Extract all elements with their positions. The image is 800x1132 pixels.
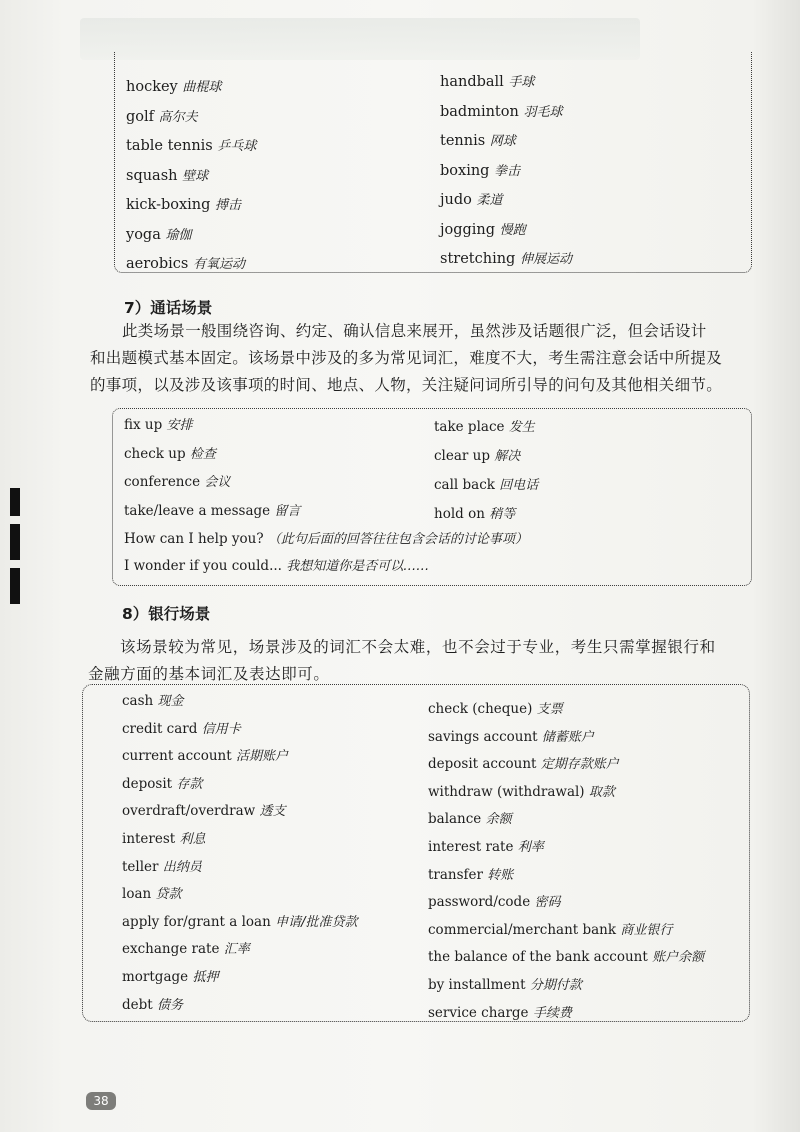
vocab-english: current account — [122, 748, 232, 765]
vocab-english: service charge — [428, 1004, 529, 1021]
vocab-english: savings account — [428, 728, 538, 745]
vocab-item — [428, 948, 704, 967]
vocab-english: I wonder if you could... — [124, 558, 282, 574]
vocab-chinese: 透支 — [259, 804, 286, 820]
vocab-english: overdraft/overdraw — [122, 803, 256, 820]
vocab-chinese: 存款 — [176, 776, 203, 792]
vocab-english: exchange rate — [122, 941, 220, 958]
page-number: 38 — [86, 1092, 116, 1110]
vocab-item — [440, 191, 502, 210]
vocab-chinese: 债务 — [157, 997, 184, 1013]
vocab-chinese: （此句后面的回答往往包含会话的讨论事项） — [267, 532, 528, 547]
vocab-english: check up — [124, 445, 186, 462]
vocab-english: hockey — [126, 79, 178, 95]
vocab-english: stretching — [440, 251, 516, 267]
vocab-english: take place — [434, 419, 505, 435]
vocab-english: squash — [126, 167, 178, 184]
vocab-item — [428, 810, 512, 829]
vocab-item — [440, 103, 562, 122]
vocab-chinese: 手续费 — [532, 1005, 572, 1021]
vocab-item — [122, 830, 206, 849]
vocab-chinese: 慢跑 — [499, 222, 526, 238]
vocab-chinese: 拳击 — [494, 163, 521, 179]
vocab-chinese: 分期付款 — [529, 978, 582, 993]
vocab-item — [122, 858, 202, 877]
vocab-chinese: 柔道 — [476, 193, 503, 208]
vocab-item — [440, 73, 534, 92]
vocab-item — [440, 132, 516, 151]
section-8-line: 金融方面的基本词汇及表达即可。 — [88, 665, 330, 683]
vocab-chinese: 现金 — [157, 694, 184, 709]
vocab-english: debt — [122, 996, 153, 1013]
vocab-english: tennis — [440, 133, 486, 149]
vocab-english: How can I help you? — [124, 531, 264, 547]
vocab-chinese: 壁球 — [182, 168, 209, 184]
vocab-item — [434, 505, 515, 524]
vocab-chinese: 发生 — [508, 420, 535, 435]
vocab-chinese: 留言 — [274, 503, 301, 519]
vocab-item — [428, 1004, 572, 1023]
vocab-english: take/leave a message — [124, 502, 271, 519]
vocab-english: yoga — [126, 226, 161, 243]
vocab-chinese: 手球 — [508, 75, 535, 90]
vocab-english: mortgage — [122, 969, 189, 985]
vocab-chinese: 取款 — [588, 784, 615, 800]
vocab-item — [124, 416, 193, 435]
vocab-chinese: 安排 — [166, 418, 193, 433]
vocab-chinese: 乒乓球 — [217, 139, 257, 154]
vocab-item — [122, 692, 184, 711]
vocab-chinese: 支票 — [536, 702, 563, 717]
vocab-item — [126, 137, 256, 156]
vocab-english: table tennis — [126, 138, 213, 154]
vocab-item — [126, 108, 198, 127]
vocab-item — [126, 78, 221, 97]
vocab-english: password/code — [428, 894, 531, 911]
vocab-chinese: 回电话 — [499, 478, 539, 493]
vocab-chinese: 利率 — [517, 840, 544, 855]
vocab-item — [122, 996, 183, 1015]
vocab-item — [428, 976, 582, 995]
vocab-item — [428, 700, 563, 719]
vocab-chinese: 我想知道你是否可以…… — [286, 559, 430, 574]
vocab-chinese: 汇率 — [223, 942, 250, 958]
vocab-item — [126, 167, 208, 186]
vocab-english: handball — [440, 74, 504, 90]
vocab-english: the balance of the bank account — [428, 949, 648, 966]
vocab-english: interest — [122, 831, 176, 847]
vocab-chinese: 活期账户 — [235, 749, 288, 765]
section-7-line: 和出题模式基本固定。该场景中涉及的多为常见词汇，难度不大，考生需注意会话中所提及 — [90, 349, 723, 367]
vocab-english: by installment — [428, 977, 526, 993]
vocab-item — [122, 775, 202, 794]
vocab-chinese: 利息 — [179, 832, 206, 847]
edge-mark — [10, 488, 20, 516]
vocab-item — [126, 226, 191, 245]
vocab-chinese: 商业银行 — [620, 922, 673, 938]
vocab-chinese: 解决 — [494, 449, 521, 464]
section-7-paragraph — [90, 318, 722, 399]
vocab-chinese: 搏击 — [215, 198, 242, 213]
vocab-english: deposit account — [428, 756, 537, 773]
vocab-chinese: 检查 — [189, 446, 216, 462]
vocab-english: fix up — [124, 417, 163, 433]
vocab-chinese: 高尔夫 — [158, 109, 198, 125]
vocab-english: conference — [124, 474, 201, 490]
vocab-chinese: 抵押 — [192, 970, 219, 985]
vocab-english: apply for/grant a loan — [122, 913, 271, 930]
vocab-english: transfer — [428, 866, 483, 883]
vocab-item — [122, 940, 250, 959]
vocab-chinese: 余额 — [485, 812, 512, 828]
vocab-item — [428, 893, 561, 912]
vocab-chinese: 密码 — [534, 895, 561, 911]
vocab-item — [122, 747, 288, 766]
vocab-english: withdraw (withdrawal) — [428, 783, 585, 800]
vocab-english: hold on — [434, 506, 485, 522]
vocab-item — [124, 530, 528, 549]
vocab-english: kick-boxing — [126, 197, 211, 213]
vocab-chinese: 稍等 — [489, 507, 516, 522]
vocab-item — [434, 447, 520, 466]
vocab-item — [122, 913, 357, 932]
vocab-chinese: 定期存款账户 — [540, 757, 619, 773]
vocab-item — [428, 783, 615, 802]
vocab-english: balance — [428, 811, 482, 828]
section-7-line: 的事项，以及涉及该事项的时间、地点、人物，关注疑问词所引导的问句及其他相关细节。 — [90, 376, 723, 394]
section-8-line: 该场景较为常见，场景涉及的词汇不会太难，也不会过于专业，考生只需掌握银行和 — [120, 638, 716, 656]
vocab-english: commercial/merchant bank — [428, 921, 617, 938]
vocab-chinese: 网球 — [489, 134, 516, 149]
vocab-english: check (cheque) — [428, 701, 533, 717]
vocab-item — [428, 838, 544, 857]
vocab-item — [124, 557, 429, 576]
vocab-chinese: 出纳员 — [162, 859, 202, 875]
edge-mark — [10, 568, 20, 604]
vocab-english: loan — [122, 886, 152, 903]
vocab-english: badminton — [440, 103, 519, 120]
vocab-item — [434, 418, 535, 437]
vocab-english: call back — [434, 477, 495, 493]
vocab-item — [428, 921, 672, 940]
vocab-item — [124, 473, 230, 492]
vocab-chinese: 账户余额 — [652, 950, 705, 966]
vocab-item — [126, 255, 245, 274]
vocab-item — [122, 885, 182, 904]
vocab-chinese: 申请/批准贷款 — [275, 914, 358, 930]
vocab-chinese: 贷款 — [155, 887, 182, 903]
vocab-chinese: 瑜伽 — [165, 227, 192, 243]
edge-mark — [10, 524, 20, 560]
vocab-english: jogging — [440, 221, 496, 238]
vocab-english: teller — [122, 858, 159, 875]
vocab-english: clear up — [434, 448, 490, 464]
vocab-chinese: 转账 — [487, 867, 514, 883]
vocab-item — [122, 720, 241, 739]
vocab-chinese: 信用卡 — [201, 721, 241, 737]
vocab-chinese: 伸展运动 — [519, 252, 572, 267]
vocab-chinese: 有氧运动 — [192, 257, 245, 272]
vocab-item — [440, 250, 572, 269]
vocab-item — [122, 968, 218, 987]
vocab-item — [126, 196, 241, 215]
vocab-item — [124, 502, 300, 521]
vocab-english: aerobics — [126, 256, 189, 272]
section-8-heading: 8）银行场景 — [122, 605, 211, 623]
vocab-english: deposit — [122, 775, 173, 792]
vocab-chinese: 会议 — [204, 475, 231, 490]
vocab-chinese: 羽毛球 — [523, 104, 563, 120]
vocab-item — [440, 162, 520, 181]
vocab-item — [428, 866, 513, 885]
vocab-english: boxing — [440, 162, 490, 179]
vocab-item — [124, 445, 216, 464]
vocab-english: credit card — [122, 720, 198, 737]
vocab-chinese: 储蓄账户 — [541, 729, 594, 745]
vocab-item — [434, 476, 538, 495]
vocab-item — [440, 221, 526, 240]
vocab-english: cash — [122, 693, 154, 709]
vocab-chinese: 曲棍球 — [182, 80, 222, 95]
section-8-paragraph — [88, 634, 716, 688]
vocab-item — [122, 802, 286, 821]
vocab-english: interest rate — [428, 839, 514, 855]
section-7-heading: 7）通话场景 — [124, 299, 213, 317]
section-7-line: 此类场景一般围绕咨询、约定、确认信息来展开，虽然涉及话题很广泛，但会话设计 — [122, 322, 707, 340]
vocab-item — [428, 755, 619, 774]
vocab-english: judo — [440, 192, 472, 208]
vocab-english: golf — [126, 108, 155, 125]
vocab-item — [428, 728, 594, 747]
